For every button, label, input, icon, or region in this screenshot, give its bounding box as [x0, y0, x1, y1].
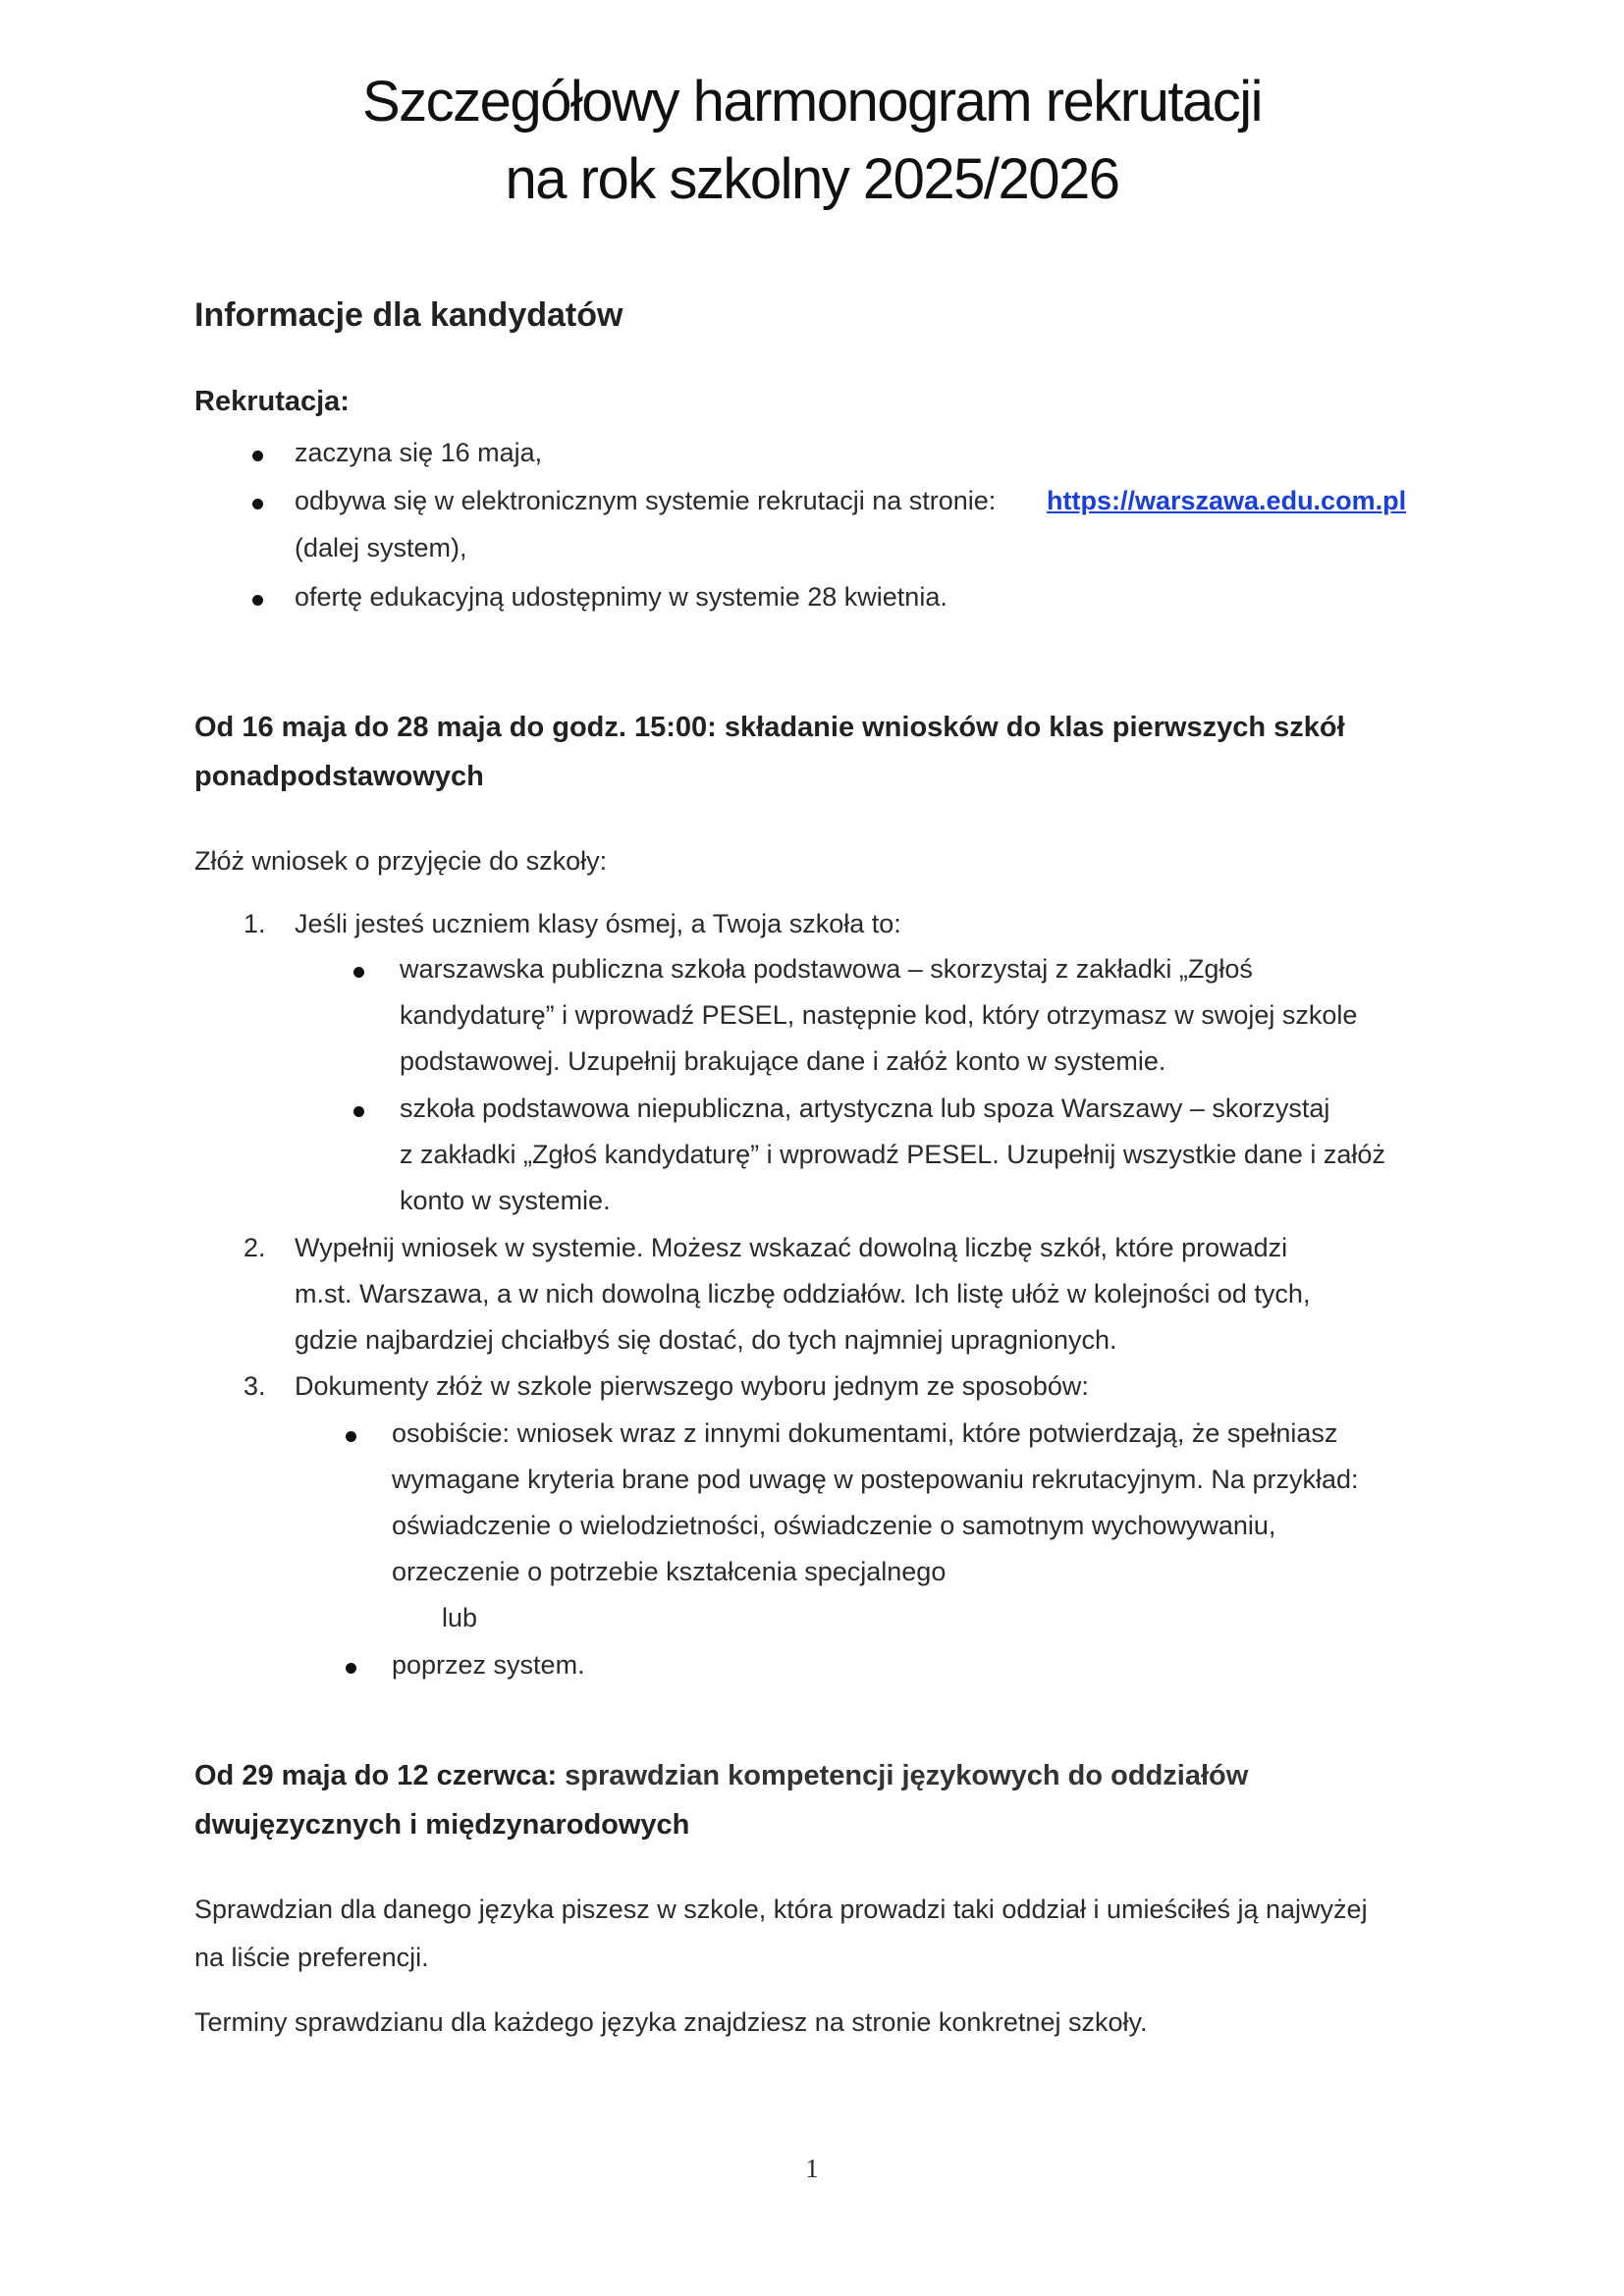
bullet-icon — [252, 499, 263, 509]
section-heading-applications-line-2: ponadpodstawowych — [194, 761, 484, 792]
sub-item-other-school-line-3: konto w systemie. — [400, 1186, 611, 1215]
sub-item-in-person-line-2: wymagane kryteria brane pod uwagę w postepowaniu rekrutacyjnym. Na przykład: — [392, 1465, 1359, 1494]
document-title-line-2: na rok szkolny 2025/2026 — [505, 147, 1119, 211]
list-number: 1. — [244, 909, 266, 938]
heading-date-range: Od 29 maja do 12 czerwca: — [194, 1760, 558, 1791]
list-item-offer: ofertę edukacyjną udostępnimy w systemie 28 kwietnia. — [295, 582, 947, 612]
sub-item-other-school-line-1: szkoła podstawowa niepubliczna, artystyczna lub spoza Warszawy – skorzystaj — [400, 1094, 1330, 1123]
heading-topic: sprawdzian kompetencji językowych do oddziałów — [557, 1760, 1249, 1791]
bullet-icon — [346, 1431, 356, 1442]
bullet-icon — [252, 451, 263, 461]
applications-intro: Złóż wniosek o przyjęcie do szkoły: — [194, 846, 608, 876]
or-text: lub — [442, 1603, 478, 1632]
sub-item-in-person-line-4: orzeczenie o potrzebie kształcenia specjalnego — [392, 1557, 947, 1586]
list-item-system-cont: (dalej system), — [295, 533, 467, 562]
sub-item-public-school-line-2: kandydaturę” i wprowadź PESEL, następnie kod, który otrzymasz w swojej szkole — [400, 1000, 1358, 1030]
numbered-item-1: Jeśli jesteś uczniem klasy ósmej, a Twoja szkoła to: — [295, 909, 901, 938]
bullet-icon — [252, 595, 263, 606]
numbered-item-2-line-3: gdzie najbardziej chciałbyś się dostać, do tych najmniej upragnionych. — [295, 1325, 1117, 1355]
list-item-start-date: zaczyna się 16 maja, — [295, 438, 543, 467]
bullet-icon — [346, 1663, 356, 1674]
sub-item-in-person-line-3: oświadczenie o wielodzietności, oświadczenie o samotnym wychowywaniu, — [392, 1511, 1276, 1540]
bullet-icon — [353, 967, 364, 978]
list-item-system-text: odbywa się w elektronicznym systemie rekrutacji na stronie: — [295, 486, 997, 515]
language-test-dates-paragraph: Terminy sprawdzianu dla każdego języka znajdziesz na stronie konkretnej szkoły. — [194, 2007, 1148, 2037]
sub-item-other-school-line-2: z zakładki „Zgłoś kandydaturę” i wprowadź PESEL. Uzupełnij wszystkie dane i załóż — [400, 1140, 1385, 1169]
numbered-item-2-line-1: Wypełnij wniosek w systemie. Możesz wskazać dowolną liczbę szkół, które prowadzi — [295, 1233, 1288, 1262]
recruitment-system-link[interactable]: https://warszawa.edu.com.pl — [1047, 486, 1407, 515]
page-number: 1 — [805, 2154, 819, 2183]
list-number: 3. — [244, 1371, 266, 1401]
bullet-icon — [353, 1106, 364, 1117]
sub-item-via-system: poprzez system. — [392, 1650, 585, 1680]
section-heading-info: Informacje dla kandydatów — [194, 296, 623, 334]
numbered-item-3: Dokumenty złóż w szkole pierwszego wyboru jednym ze sposobów: — [295, 1371, 1089, 1401]
list-number: 2. — [244, 1233, 266, 1262]
subheading-recruitment: Rekrutacja: — [194, 386, 350, 417]
sub-item-public-school-line-1: warszawska publiczna szkoła podstawowa – skorzystaj z zakładki „Zgłoś — [400, 954, 1253, 984]
sub-item-public-school-line-3: podstawowej. Uzupełnij brakujące dane i załóż konto w systemie. — [400, 1046, 1166, 1076]
section-heading-language-test-line-2: dwujęzycznych i międzynarodowych — [194, 1809, 690, 1841]
document-title-line-1: Szczegółowy harmonogram rekrutacji — [361, 70, 1263, 133]
sub-item-in-person-line-1: osobiście: wniosek wraz z innymi dokumentami, które potwierdzają, że spełniasz — [392, 1418, 1338, 1448]
language-test-paragraph-line-1: Sprawdzian dla danego języka piszesz w szkole, która prowadzi taki oddział i umieściłeś ją najwyżej — [194, 1895, 1368, 1924]
numbered-item-2-line-2: m.st. Warszawa, a w nich dowolną liczbę oddziałów. Ich listę ułóż w kolejności od tych, — [295, 1279, 1311, 1308]
section-heading-language-test-line-1 — [194, 1760, 1248, 1792]
language-test-paragraph-line-2: na liście preferencji. — [194, 1943, 429, 1972]
section-heading-applications-line-1: Od 16 maja do 28 maja do godz. 15:00: składanie wniosków do klas pierwszych szkół — [194, 712, 1345, 743]
